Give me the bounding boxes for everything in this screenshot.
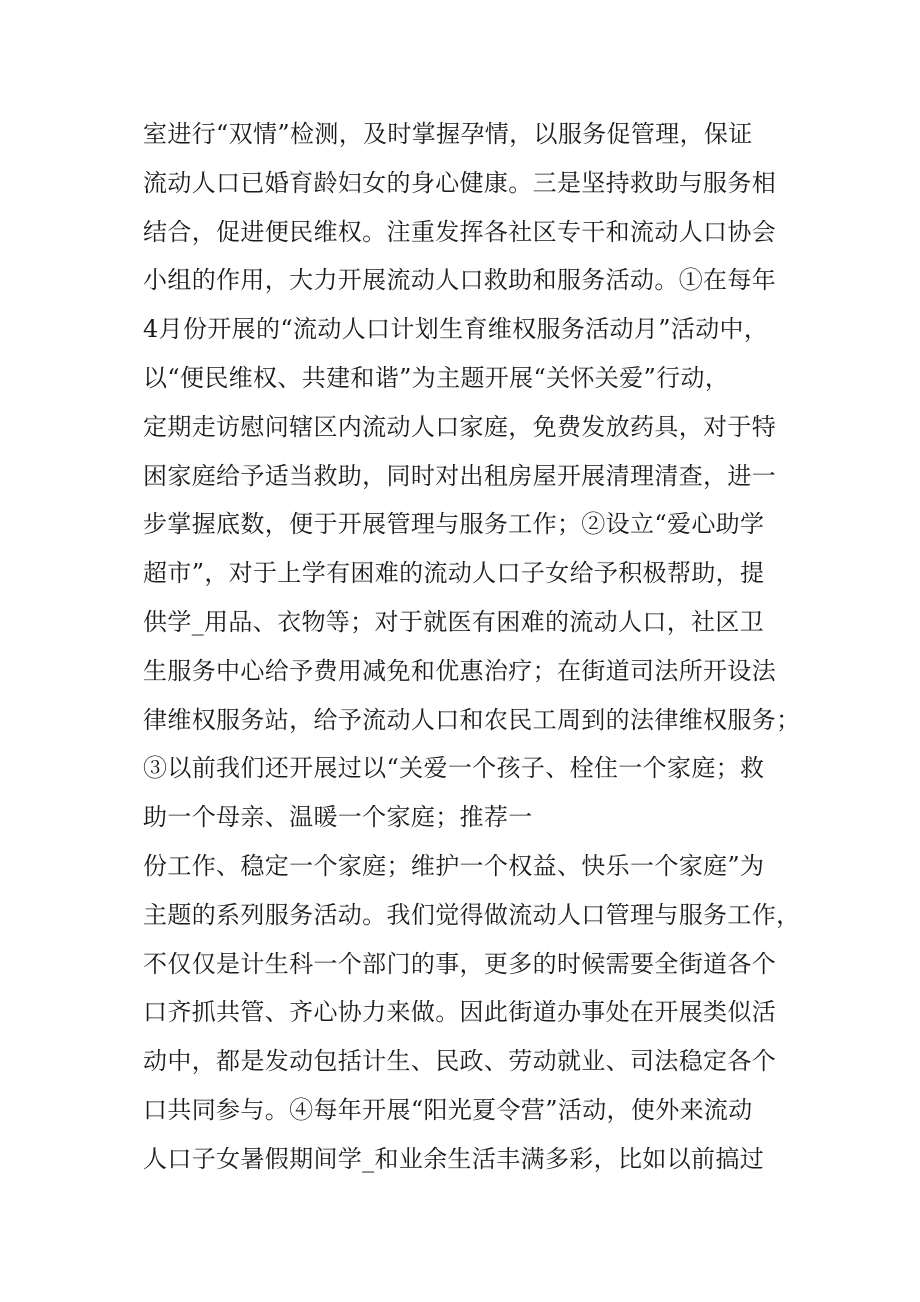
text-line: 供学_用品、衣物等；对于就医有困难的流动人口，社区卫: [143, 607, 765, 636]
text-line: 结合，促进便民维权。注重发挥各社区专干和流动人口协会: [143, 217, 777, 246]
text-line: 步掌握底数，便于开展管理与服务工作；②设立“爱心助学: [143, 510, 765, 539]
text-line: 不仅仅是计生科一个部门的事，更多的时候需要全街道各个: [143, 949, 777, 978]
text-line: 主题的系列服务活动。我们觉得做流动人口管理与服务工作，: [143, 900, 801, 929]
text-line: 以“便民维权、共建和谐”为主题开展“关怀关爱”行动，: [143, 363, 730, 392]
text-line: 生服务中心给予费用减免和优惠治疗；在街道司法所开设法: [143, 656, 777, 685]
text-line: 口齐抓共管、齐心协力来做。因此街道办事处在开展类似活: [143, 998, 777, 1027]
text-line: 动中，都是发动包括计生、民政、劳动就业、司法稳定各个: [143, 1047, 777, 1076]
text-line: 助一个母亲、温暖一个家庭；推荐一: [143, 803, 533, 832]
text-line: 超市”，对于上学有困难的流动人口子女给予积极帮助，提: [143, 559, 765, 588]
text-line: 口共同参与。④每年开展“阳光夏令营”活动，使外来流动: [143, 1095, 753, 1124]
text-line: 律维权服务站，给予流动人口和农民工周到的法律维权服务；: [143, 705, 801, 734]
text-line: 困家庭给予适当救助，同时对出租房屋开展清理清查，进一: [143, 461, 777, 490]
text-line: 流动人口已婚育龄妇女的身心健康。三是坚持救助与服务相: [143, 168, 777, 197]
text-line: 4月份开展的“流动人口计划生育维权服务活动月”活动中，: [143, 315, 769, 344]
text-line: 定期走访慰问辖区内流动人口家庭，免费发放药具，对于特: [143, 412, 777, 441]
text-line: 小组的作用，大力开展流动人口救助和服务活动。①在每年: [143, 266, 777, 295]
text-line: 室进行“双情”检测，及时掌握孕情，以服务促管理，保证: [143, 120, 753, 148]
text-line: 份工作、稳定一个家庭；维护一个权益、快乐一个家庭”为: [143, 851, 765, 880]
text-line: 人口子女暑假期间学_和业余生活丰满多彩，比如以前搞过: [143, 1144, 765, 1173]
body-text: [143, 110, 801, 1184]
text-line: ③以前我们还开展过以“关爱一个孩子、栓住一个家庭；救: [143, 754, 765, 783]
